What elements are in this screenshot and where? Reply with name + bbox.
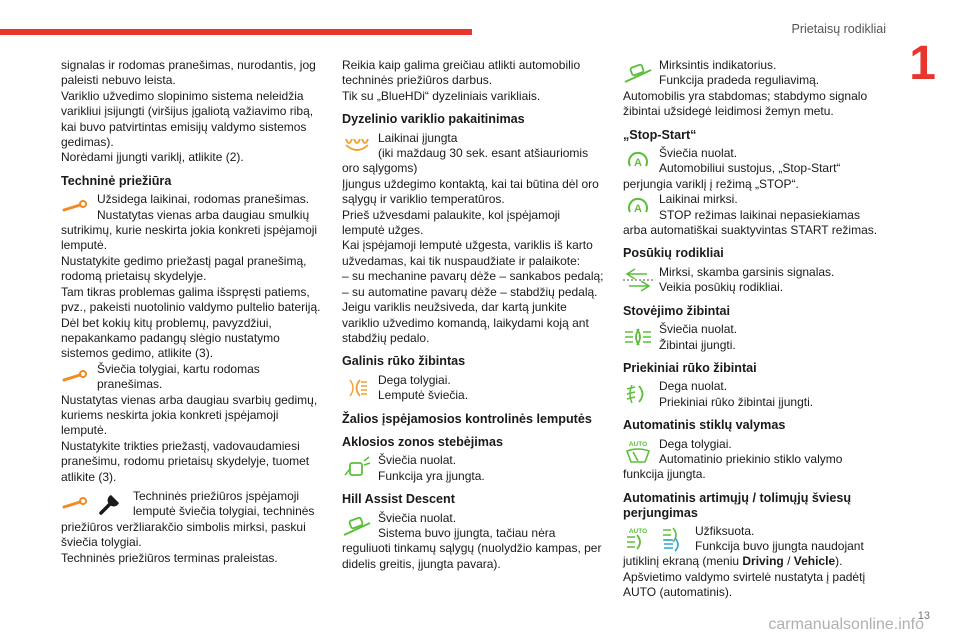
indicator-item [623,524,885,555]
paragraph: Nustatykite gedimo priežastį pagal pranešimą, rodomą prietaisų skydelyje. [61,253,307,284]
paragraph: Tik su „BlueHDi“ dyzeliniais varikliais. [342,88,541,103]
section-heading: Automatinis stiklų valymas [623,418,786,433]
parking-lights-icon [623,324,653,350]
indicator-item [61,362,321,393]
indicator-item [623,265,885,296]
line: Funkcija yra įjungta. [378,468,485,483]
hill-descent-icon [623,60,653,86]
column-2 [342,58,604,572]
indicator-item [623,192,885,223]
indicator-item [342,373,604,404]
line: Žibintai įjungti. [659,337,736,352]
paragraph: Variklio užvedimo slopinimo sistema neleidžia varikliui įsijungti (viršijus įgaliotą važiavimo ribą, kai buvo patvirtintas emisijų valdymo sistemos gedimas). [61,88,314,150]
line: lemputė šviečia tolygiai, techninės [133,504,315,519]
line: Nustatytas vienas arba daugiau smulkių [97,207,310,222]
line: Sistema buvo įjungta, tačiau nėra [378,525,556,540]
indicator-item [623,322,885,353]
indicator-item [342,131,604,162]
rear-fog-light-icon [342,375,372,401]
paragraph: Nustatykite trikties priežastį, vadovaudamiesi pranešimu, rodomu prietaisų skydelyje, tuomet atlikite (3). [61,438,310,484]
line: Dega tolygiai. [378,372,451,387]
line: Mirksi, skamba garsinis signalas. [659,264,835,279]
menu-name: Vehicle [793,554,836,569]
line: Laikinai įjungta [378,130,458,145]
service-wrench-icon [61,364,91,390]
stop-start-icon [623,148,653,174]
paragraph: priežiūros veržliarakčio simbolis mirksi, paskui šviečia tolygiai. [61,519,306,550]
hill-descent-icon [342,513,372,539]
line: Mirksintis indikatorius. [659,58,777,72]
paragraph: oro sąlygoms) [342,161,418,176]
menu-name: Driving [742,554,784,569]
line: Šviečia nuolat. [378,453,457,468]
section-heading: Galinis rūko žibintas [342,354,466,369]
section-heading: Žalios įspėjamosios kontrolinės lemputės [342,411,592,426]
paragraph: Techninės priežiūros terminas praleistas. [61,550,278,565]
service-wrench-icon [61,194,91,220]
page-header: Prietaisų rodikliai [791,22,886,36]
section-heading: Hill Assist Descent [342,492,455,507]
section-heading: Techninė priežiūra [61,173,172,188]
turn-signal-icon [623,267,653,293]
glow-plug-icon [342,133,372,159]
indicator-item [342,453,604,484]
section-heading: Stovėjimo žibintai [623,303,731,318]
chapter-number: 1 [909,37,936,90]
beam-auto-badge: AUTO [628,527,648,535]
paragraph: perjungia variklį į režimą „STOP“. [623,176,799,191]
paragraph: signalas ir rodomas pranešimas, nurodantis, jog paleisti nebuvo leista. [61,58,316,88]
heading-line: perjungimas [623,506,698,521]
paragraph: – su mechanine pavarų dėže – sankabos pedalą; [342,269,604,284]
paragraph: Norėdami įjungti variklį, atlikite (2). [61,150,244,165]
section-heading: Posūkių rodikliai [623,246,724,261]
service-wrench-icon [61,491,91,517]
wrench-icon [95,491,125,517]
section-heading: Aklosios zonos stebėjimas [342,434,503,449]
watermark: carmanualsonline.info [768,616,924,633]
indicator-item [623,379,885,410]
paragraph: Apšvietimo valdymo svirtelė nustatyta į padėtį AUTO (automatinis). [623,569,866,600]
line: Užfiksuota. [695,523,755,538]
section-heading: „Stop-Start“ [623,127,697,142]
line: Veikia posūkių rodikliai. [659,280,784,295]
column-3 [623,58,885,601]
paragraph: Automobilis yra stabdomas; stabdymo signalo žibintai užsidegė leidimosi žemyn metu. [623,88,868,119]
indicator-item [61,489,321,520]
high-beam-icon [659,526,689,552]
stop-start-icon [623,194,653,220]
line: Funkcija buvo įjungta naudojant [695,538,864,553]
line: Priekiniai rūko žibintai įjungti. [659,394,814,409]
indicator-item [342,511,604,542]
text: / [783,554,794,569]
wiper-auto-badge: AUTO [628,440,648,448]
page-number: 13 [917,610,930,622]
line: pranešimas. [97,377,163,392]
paragraph: Dėl bet kokių kitų problemų, pavyzdžiui, nepakankamo padangų slėgio nustatymo sistemos gedimo, atlikite (3). [61,315,280,361]
line: (iki maždaug 30 sek. esant atšiauriomis [378,146,589,161]
paragraph: Nustatytas vienas arba daugiau svarbių gedimų, kuriems neskirta jokia konkreti įspėjamoji lemputė. [61,392,318,438]
line: Lemputė šviečia. [378,388,469,403]
auto-headlamp-icon [623,526,653,552]
line: Šviečia nuolat. [378,510,457,525]
svg-text:A: A [634,203,642,216]
heading-line: Automatinis artimųjų / tolimųjų šviesų [623,490,852,505]
front-fog-light-icon [623,381,653,407]
paragraph: Kai įspėjamoji lemputė užgesta, variklis iš karto užvedamas, kai tik nuspaudžiate ir palaikote: [342,238,593,268]
paragraph: – su automatine pavarų dėže – stabdžių pedalą. [342,284,598,299]
paragraph: reguliuoti tinkamų sąlygų (nuolydžio kampas, per didelis greitis, įjungta pavara). [342,541,602,571]
paragraph: Įjungus uždegimo kontaktą, kai tai būtina dėl oro sąlygų ir variklio temperatūros. [342,176,599,207]
paragraph: Reikia kaip galima greičiau atlikti automobilio techninės priežiūros darbus. [342,58,581,88]
section-heading [623,491,885,522]
column-1 [61,58,321,566]
line: Šviečia tolygiai, kartu rodomas [97,361,260,376]
line: Automobiliui sustojus, „Stop-Start“ [659,161,841,176]
indicator-item [623,146,885,177]
indicator-item [623,437,885,468]
line: Šviečia nuolat. [659,146,738,161]
paragraph: Prieš užvesdami palaukite, kol įspėjamoji lemputė užges. [342,207,561,238]
text: jutiklinį ekraną (meniu [623,554,743,569]
section-heading: Dyzelinio variklio pakaitinimas [342,112,525,127]
paragraph: Jeigu variklis neužsiveda, dar kartą junkite variklio užvedimo komandą, laikydami koją ant stabdžių pedalo. [342,300,589,345]
section-heading: Priekiniai rūko žibintai [623,360,757,375]
indicator-item [623,58,885,89]
paragraph: sutrikimų, kurie neskirta jokia konkreti įspėjamoji lemputė. [61,223,318,253]
line: Funkcija pradeda reguliavimą. [659,73,820,88]
paragraph: Tam tikras problemas galima išspręsti patiems, pvz., pakeisti nuotolinio valdymo pultelio bateriją. [61,284,321,315]
line: Techninės priežiūros įspėjamoji [133,488,300,503]
header-accent-bar [0,29,472,35]
paragraph: arba automatiškai suaktyvintas START režimas. [623,223,878,238]
blind-spot-icon [342,455,372,481]
line: Šviečia nuolat. [659,322,738,337]
line: Dega nuolat. [659,379,728,394]
indicator-item [61,192,321,223]
line: Užsidega laikinai, rodomas pranešimas. [97,192,310,207]
line: Dega tolygiai. [659,436,732,451]
paragraph: funkcija įjungta. [623,467,706,482]
paragraph [623,554,885,569]
line: Automatinio priekinio stiklo valymo [659,451,843,466]
svg-text:A: A [634,157,642,170]
line: Laikinai mirksi. [659,192,738,207]
auto-wiper-icon [623,439,653,465]
text: ). [835,554,843,569]
line: STOP režimas laikinai nepasiekiamas [659,207,860,222]
